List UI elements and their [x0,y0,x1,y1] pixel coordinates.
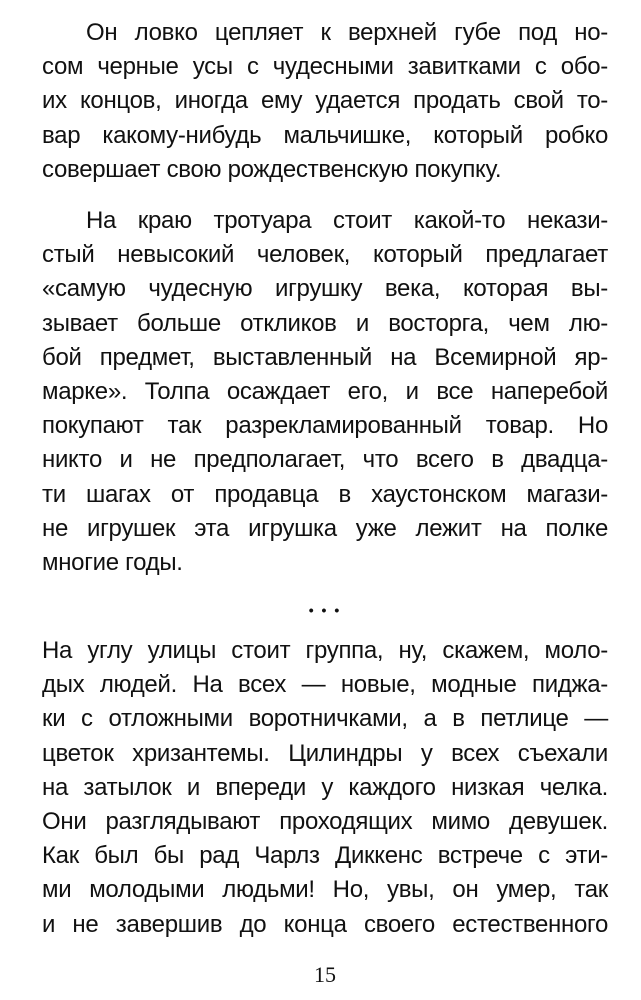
text-line: На углу улицы стоит группа, ну, скажем, моло- [42,637,608,664]
text-line: многие годы. [42,548,183,576]
text-line: зывает больше откликов и восторга, чем лю- [42,309,608,337]
text-line: цветок хризантемы. Цилиндры у всех съехали [42,739,608,767]
text-line: не игрушек эта игрушка уже лежит на полке [42,514,608,542]
text-line: Он ловко цепляет к верхней губе под но- [86,19,608,46]
section-separator: • • • [308,602,342,618]
text-line: совершает свою рождественскую покупку. [42,155,502,183]
text-line: никто и не предполагает, что всего в двадца- [42,446,608,474]
paragraph-2 [42,204,608,580]
text-line: ти шагах от продавца в хаустонском магази- [42,480,608,508]
text-line: на затылок и впереди у каждого низкая челка. [42,773,608,801]
text-line: Они разглядывают проходящих мимо девушек. [42,807,608,835]
text-line: марке». Толпа осаждает его, и все наперебой [42,377,608,405]
text-line: бой предмет, выставленный на Всемирной яр- [42,343,608,371]
page-number: 15 [314,962,336,987]
text-line: На краю тротуара стоит какой-то некази- [86,207,608,234]
paragraph-3 [42,634,608,942]
text-line: ми молодыми людьми! Но, увы, он умер, так [42,876,608,904]
text-line: покупают так разрекламированный товар. Но [42,412,608,440]
text-line: и не завершив до конца своего естественного [42,910,608,938]
text-line: «самую чудесную игрушку века, которая вы- [42,275,608,303]
text-line: дых людей. На всех — новые, модные пиджа- [42,671,608,699]
text-line: их концов, иногда ему удается продать свой то- [42,87,608,115]
text-line: сом черные усы с чудесными завитками с обо- [42,53,608,81]
text-line: стый невысокий человек, который предлагает [42,241,608,269]
book-page [42,16,608,987]
text-line: Как был бы рад Чарлз Диккенс встрече с эти- [42,842,608,870]
paragraph-1 [42,16,608,187]
text-line: вар какому-нибудь мальчишке, который робко [42,121,608,149]
text-line: ки с отложными воротничками, а в петлице — [42,705,608,733]
